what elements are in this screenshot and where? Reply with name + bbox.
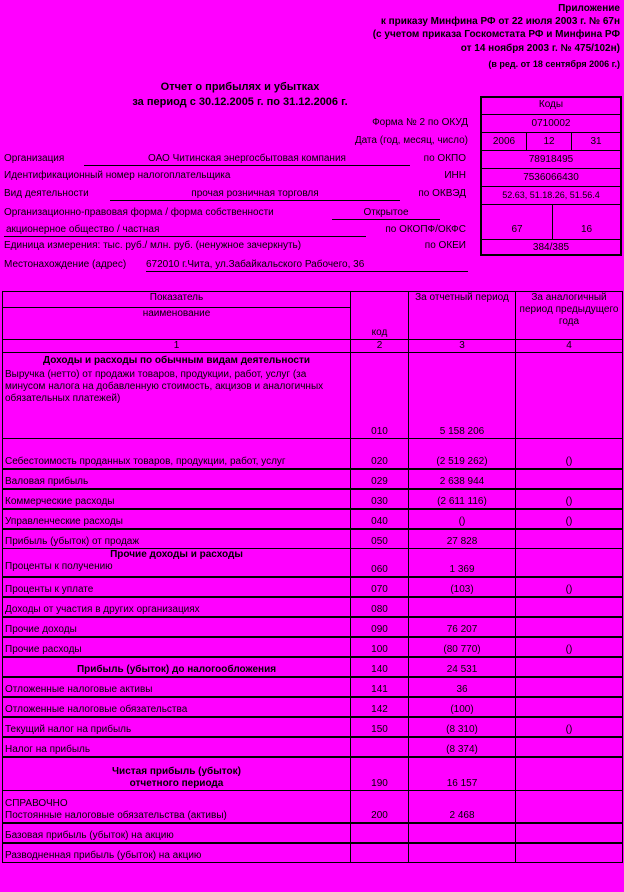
row-name: Прочие расходы — [3, 637, 351, 657]
row-name: Прибыль (убыток) от продаж — [3, 529, 351, 549]
income-statement-table — [2, 291, 623, 863]
head-num-4: 4 — [516, 340, 623, 353]
row-current: 36 — [409, 677, 516, 697]
table-row — [3, 737, 623, 757]
row-current — [409, 843, 516, 863]
codes-header: Коды — [482, 98, 620, 115]
row-previous — [516, 353, 623, 439]
row-current: (103) — [409, 577, 516, 597]
appendix-line-1: Приложение — [558, 3, 620, 14]
table-row — [3, 469, 623, 489]
row-previous — [516, 469, 623, 489]
row-previous — [516, 657, 623, 677]
head-previous: За аналогичный период предыдущего года — [516, 292, 623, 340]
row-name: Отложенные налоговые активы — [3, 677, 351, 697]
legal-form-value: Открытое — [363, 207, 409, 218]
row-code: 200 — [351, 791, 409, 823]
row-current: () — [409, 509, 516, 529]
row-current: 2 468 — [409, 791, 516, 823]
head-indicator: Показатель — [3, 292, 351, 308]
row-previous: () — [516, 717, 623, 737]
reference-label: СПРАВОЧНО — [5, 797, 68, 809]
row-name: Текущий налог на прибыль — [3, 717, 351, 737]
row-previous — [516, 823, 623, 843]
table-row — [3, 843, 623, 863]
row-name: Базовая прибыль (убыток) на акцию — [3, 823, 351, 843]
table-row — [3, 597, 623, 617]
row-code: 040 — [351, 509, 409, 529]
row-current: 1 369 — [409, 549, 516, 577]
row-name: Управленческие расходы — [3, 509, 351, 529]
row-current: (2 611 116) — [409, 489, 516, 509]
row-name: Отложенные налоговые обязательства — [3, 697, 351, 717]
org-label: Организация — [4, 153, 65, 164]
row-code: 070 — [351, 577, 409, 597]
row-previous — [516, 791, 623, 823]
table-row — [3, 439, 623, 469]
table-row — [3, 617, 623, 637]
row-previous — [516, 597, 623, 617]
table-row — [3, 637, 623, 657]
head-code: код — [351, 292, 409, 340]
row-previous — [516, 549, 623, 577]
org-value: ОАО Читинская энергосбытовая компания — [148, 153, 346, 164]
row-previous: () — [516, 509, 623, 529]
section-title-ordinary: Доходы и расходы по обычным видам деятельности — [42, 355, 311, 366]
code-okopf-okfs-row — [482, 205, 620, 240]
legal-form-value-2: акционерное общество / частная — [6, 224, 160, 235]
code-okfs: 16 — [580, 224, 593, 235]
row-current: 5 158 206 — [409, 353, 516, 439]
code-date-row — [482, 133, 620, 151]
row-200-name: Постоянные налоговые обязательства (активы) — [5, 809, 227, 821]
row-code: 030 — [351, 489, 409, 509]
table-row — [3, 791, 623, 823]
table-row — [3, 577, 623, 597]
row-name: Валовая прибыль — [3, 469, 351, 489]
row-code — [351, 737, 409, 757]
row-name: Доходы от участия в других организациях — [3, 597, 351, 617]
code-date-month: 12 — [527, 133, 572, 150]
row-current: 27 828 — [409, 529, 516, 549]
row-previous — [516, 697, 623, 717]
form-label: Форма № 2 по ОКУД — [372, 117, 468, 128]
row-code: 010 — [351, 353, 409, 439]
head-num-2: 2 — [351, 340, 409, 353]
head-num-3: 3 — [409, 340, 516, 353]
appendix-line-3: (с учетом приказа Госкомстата РФ и Минфина РФ — [372, 29, 620, 40]
report-title: Отчет о прибылях и убытках — [160, 81, 320, 93]
inn-label: ИНН — [444, 170, 466, 181]
table-row — [3, 549, 623, 577]
code-okei: 384/385 — [532, 242, 570, 253]
legal-form-underline-1 — [332, 219, 440, 220]
row-name: Проценты к уплате — [3, 577, 351, 597]
row-previous — [516, 843, 623, 863]
row-name: Себестоимость проданных товаров, продукции, работ, услуг — [3, 439, 351, 469]
row-current — [409, 597, 516, 617]
legal-form-code-label: по ОКОПФ/ОКФС — [385, 224, 466, 235]
row-010-name: Выручка (нетто) от продажи товаров, продукции, работ, услуг (за минусом налога на добавленную стоимость, акцизов и аналогичных обязательных платежей) — [5, 369, 324, 404]
date-label: Дата (год, месяц, число) — [354, 135, 468, 146]
head-current: За отчетный период — [409, 292, 516, 340]
row-current: (100) — [409, 697, 516, 717]
row-code: 020 — [351, 439, 409, 469]
head-num-1: 1 — [3, 340, 351, 353]
section-title-other: Прочие доходы и расходы — [110, 549, 243, 560]
row-current — [409, 823, 516, 843]
table-row — [3, 657, 623, 677]
row-current: 24 531 — [409, 657, 516, 677]
row-name: Прочие доходы — [3, 617, 351, 637]
row-code: 190 — [351, 757, 409, 791]
row-current: 76 207 — [409, 617, 516, 637]
code-date-year: 2006 — [482, 133, 527, 150]
row-code — [351, 843, 409, 863]
row-code: 150 — [351, 717, 409, 737]
table-row — [3, 697, 623, 717]
row-current: (80 770) — [409, 637, 516, 657]
row-code: 050 — [351, 529, 409, 549]
row-code: 090 — [351, 617, 409, 637]
activity-label: Вид деятельности — [4, 188, 89, 199]
location-underline — [146, 271, 468, 272]
table-row — [3, 509, 623, 529]
legal-form-label: Организационно-правовая форма / форма собственности — [4, 207, 274, 218]
location-label: Местонахождение (адрес) — [4, 259, 127, 270]
row-code: 029 — [351, 469, 409, 489]
table-row — [3, 489, 623, 509]
unit-code-label: по ОКЕИ — [424, 240, 466, 251]
row-current: 16 157 — [409, 757, 516, 791]
row-previous: () — [516, 637, 623, 657]
table-row — [3, 823, 623, 843]
activity-code-label: по ОКВЭД — [418, 188, 466, 199]
row-previous — [516, 529, 623, 549]
row-name — [3, 791, 351, 823]
code-date-day: 31 — [590, 136, 602, 147]
row-current: (8 310) — [409, 717, 516, 737]
legal-form-underline-2 — [4, 236, 366, 237]
org-code-label: по ОКПО — [423, 153, 466, 164]
row-code: 141 — [351, 677, 409, 697]
table-row — [3, 757, 623, 791]
row-code: 142 — [351, 697, 409, 717]
row-code: 060 — [351, 549, 409, 577]
code-okved: 52.63, 51.18.26, 51.56.4 — [482, 187, 620, 205]
row-name: Прибыль (убыток) до налогообложения — [3, 657, 351, 677]
appendix-line-5: (в ред. от 18 сентября 2006 г.) — [488, 59, 620, 69]
row-name: Чистая прибыль (убыток) отчетного периода — [3, 757, 351, 791]
row-current: 2 638 944 — [409, 469, 516, 489]
row-name: Разводненная прибыль (убыток) на акцию — [3, 843, 351, 863]
head-name: наименование — [3, 308, 351, 340]
report-period: за период с 30.12.2005 г. по 31.12.2006 г. — [132, 96, 348, 108]
row-code: 140 — [351, 657, 409, 677]
row-name: Налог на прибыль — [3, 737, 351, 757]
row-name — [3, 353, 351, 439]
row-previous — [516, 737, 623, 757]
code-okopf: 67 — [482, 205, 553, 239]
table-row — [3, 529, 623, 549]
unit-label: Единица измерения: тыс. руб./ млн. руб. (ненужное зачеркнуть) — [4, 240, 302, 251]
codes-block — [480, 96, 622, 256]
table-row — [3, 717, 623, 737]
row-code: 080 — [351, 597, 409, 617]
row-name — [3, 549, 351, 577]
table-row — [3, 677, 623, 697]
code-inn: 7536066430 — [482, 169, 620, 187]
row-previous — [516, 677, 623, 697]
appendix-line-4: от 14 ноября 2003 г. № 475/102н) — [460, 43, 620, 54]
row-previous: () — [516, 439, 623, 469]
row-current: (8 374) — [409, 737, 516, 757]
activity-underline — [110, 200, 400, 201]
location-value: 672010 г.Чита, ул.Забайкальского Рабочего, 36 — [146, 259, 365, 270]
row-previous — [516, 757, 623, 791]
row-previous: () — [516, 577, 623, 597]
activity-value: прочая розничная торговля — [191, 188, 319, 199]
code-okpo: 78918495 — [482, 151, 620, 169]
table-row — [3, 353, 623, 439]
row-name: Коммерческие расходы — [3, 489, 351, 509]
row-previous — [516, 617, 623, 637]
appendix-line-2: к приказу Минфина РФ от 22 июля 2003 г. № 67н — [380, 16, 620, 27]
row-current: (2 519 262) — [409, 439, 516, 469]
code-okud: 0710002 — [482, 115, 620, 133]
row-code — [351, 823, 409, 843]
inn-title: Идентификационный номер налогоплательщика — [4, 170, 231, 181]
row-060-name: Проценты к получению — [5, 561, 113, 572]
org-underline — [84, 165, 410, 166]
row-previous: () — [516, 489, 623, 509]
row-code: 100 — [351, 637, 409, 657]
